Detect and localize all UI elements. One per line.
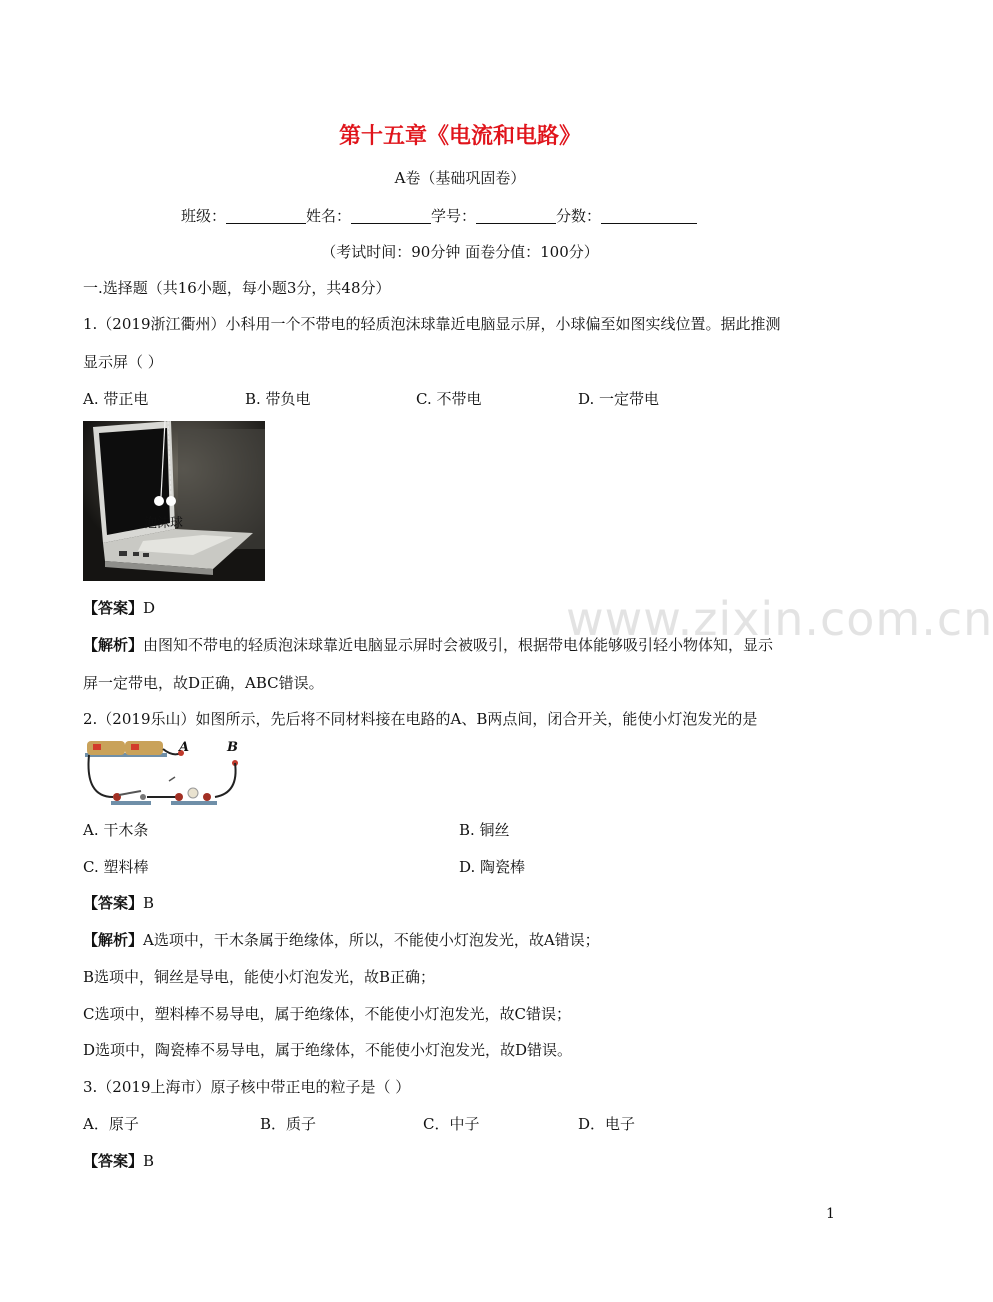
bulb [188,788,198,798]
q1-analysis-line2: 屏一定带电，故D正确，ABC错误。 [83,674,324,692]
answer-value: B [143,1152,155,1170]
q2-option-d: D. 陶瓷棒 [459,858,526,876]
q3-option-a: A．原子 [83,1115,139,1133]
name-label: 姓名： [306,207,352,225]
q1-option-b: B. 带负电 [245,390,311,408]
usb-port [119,551,127,556]
q2-analysis-line4: D选项中，陶瓷棒不易导电，属于绝缘体，不能使小灯泡发光，故D错误。 [83,1041,573,1059]
q3-option-b: B．质子 [260,1115,317,1133]
score-label: 分数： [556,207,602,225]
q2-option-c: C. 塑料棒 [83,858,149,876]
q2-answer [83,893,154,913]
terminal-a-label: A [179,740,190,755]
answer-tag: 【答案】 [83,599,144,617]
q2-circuit-figure [83,737,243,813]
battery-2 [125,741,163,755]
answer-tag: 【答案】 [83,1152,144,1170]
score-blank[interactable] [601,207,697,224]
q3-option-c: C．中子 [423,1115,480,1133]
q2-analysis-line1 [83,930,600,950]
terminal-b-label: B [227,740,238,755]
answer-value: D [143,599,156,617]
section-heading: 一.选择题（共16小题，每小题3分，共48分） [83,279,391,297]
q1-stem-line1: 1.（2019浙江衢州）小科用一个不带电的轻质泡沫球靠近电脑显示屏，小球偏至如图实线位置。据此推测 [83,315,781,333]
analysis-text: A选项中，干木条属于绝缘体，所以，不能使小灯泡发光，故A错误； [143,931,600,949]
subtitle: A卷（基础巩固卷） [394,169,526,187]
page-number: 1 [826,1206,835,1222]
analysis-tag: 【解析】 [83,931,144,949]
id-label: 学号： [431,207,477,225]
id-blank[interactable] [476,207,556,224]
q2-analysis-line2: B选项中，铜丝是导电，能使小灯泡发光，故B正确； [83,968,436,986]
info-row [181,206,697,226]
q1-answer [83,598,155,618]
foam-ball-a [154,496,164,506]
answer-value: B [143,894,155,912]
class-blank[interactable] [226,207,306,224]
q1-analysis-line1 [83,635,773,655]
q3-stem: 3.（2019上海市）原子核中带正电的粒子是（ ） [83,1078,411,1096]
analysis-text: 由图知不带电的轻质泡沫球靠近电脑显示屏时会被吸引，根据带电体能够吸引轻小物体知，显示 [143,636,774,654]
q2-option-a: A. 干木条 [83,821,149,839]
foam-ball-label: 泡沫球 [144,516,184,531]
q2-analysis-line3: C选项中，塑料棒不易导电，属于绝缘体，不能使小灯泡发光，故C错误； [83,1005,571,1023]
q3-answer [83,1151,154,1171]
q2-option-b: B. 铜丝 [459,821,510,839]
q2-stem: 2.（2019乐山）如图所示，先后将不同材料接在电路的A、B两点间，闭合开关，能使小灯泡发光的是 [83,710,758,728]
q3-option-d: D．电子 [578,1115,636,1133]
q1-option-a: A. 带正电 [83,390,149,408]
analysis-tag: 【解析】 [83,636,144,654]
q1-stem-line2: 显示屏（ ） [83,353,163,371]
name-blank[interactable] [351,207,431,224]
q1-option-d: D. 一定带电 [578,390,660,408]
watermark: www.zixin.com.cn [566,592,993,646]
page-title: 第十五章《电流和电路》 [338,123,581,149]
foam-ball-b [166,496,176,506]
q1-laptop-figure [83,421,265,581]
battery-1 [87,741,125,755]
answer-tag: 【答案】 [83,894,144,912]
circuit-photo [83,737,243,813]
q1-option-c: C. 不带电 [416,390,482,408]
exam-info: （考试时间：90分钟 面卷分值：100分） [321,243,599,261]
class-label: 班级： [181,207,227,225]
laptop-photo [83,421,265,581]
